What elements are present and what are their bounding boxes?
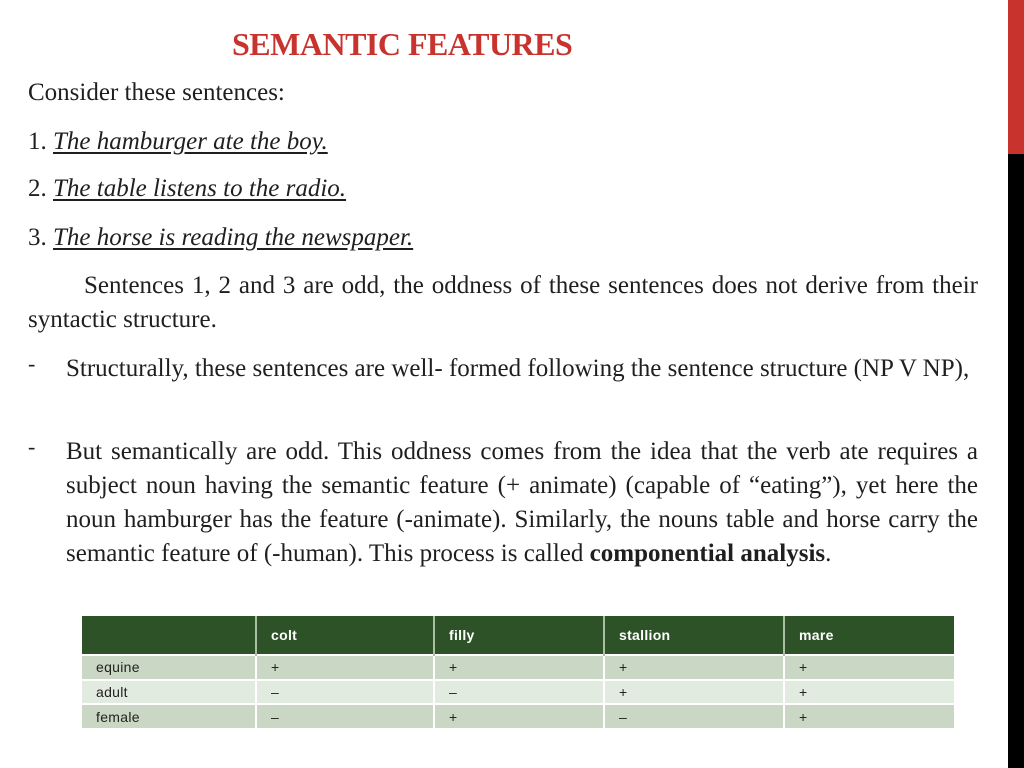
table-cell: +	[784, 704, 954, 728]
table-cell: +	[434, 704, 604, 728]
example-sentence: The hamburger ate the boy.	[53, 128, 328, 155]
example-2	[28, 172, 346, 206]
table-row-label: adult	[82, 680, 256, 705]
table-header-cell: filly	[434, 616, 604, 655]
table-cell: –	[434, 680, 604, 705]
body-paragraph: Sentences 1, 2 and 3 are odd, the oddness of these sentences does not derive from their syntactic structure.	[28, 272, 978, 333]
intro-text: Consider these sentences:	[28, 79, 285, 106]
table-row-label: equine	[82, 655, 256, 680]
table-header-cell: stallion	[604, 616, 784, 655]
table-row	[82, 655, 954, 680]
bullet-dash: -	[28, 434, 36, 459]
table-cell: –	[256, 704, 434, 728]
table-row-label: female	[82, 704, 256, 728]
table-cell: +	[434, 655, 604, 680]
page-title: SEMANTIC FEATURES	[232, 26, 573, 62]
table-header-cell: colt	[256, 616, 434, 655]
table-cell: +	[784, 680, 954, 705]
example-number: 3.	[28, 224, 47, 251]
table-cell: –	[604, 704, 784, 728]
table-cell: +	[784, 655, 954, 680]
bullet-text: Structurally, these sentences are well- formed following the sentence structure (NP V NP),	[66, 355, 970, 382]
accent-bar-red	[1008, 0, 1024, 154]
bullet-dash: -	[28, 351, 36, 376]
table-header-row	[82, 616, 954, 655]
bold-term: componential analysis	[589, 540, 826, 567]
table-row	[82, 680, 954, 705]
example-number: 2.	[28, 175, 47, 202]
bullet-item-2	[28, 435, 978, 571]
example-3	[28, 221, 413, 255]
table-cell: +	[604, 655, 784, 680]
bullet-text-after: .	[825, 540, 832, 567]
table-row	[82, 704, 954, 728]
example-1	[28, 125, 328, 159]
bullet-item-1	[28, 352, 978, 386]
example-sentence: The table listens to the radio.	[53, 175, 347, 202]
bullet-text-before: But semantically are odd. This oddness comes from the idea that the verb ate requires a subject noun having the semantic feature (+ animate) (capable of “eating”), yet here the noun hamburger has the feature (-animate). Similarly, the nouns table and horse carry the semantic feature of (-human). This process is called	[66, 438, 978, 567]
accent-bar-black	[1008, 154, 1024, 768]
bullet-text	[66, 435, 978, 571]
feature-table	[82, 616, 954, 728]
example-sentence: The horse is reading the newspaper.	[53, 224, 414, 251]
table-header-cell	[82, 616, 256, 655]
table-cell: –	[256, 680, 434, 705]
table-cell: +	[604, 680, 784, 705]
table-cell: +	[256, 655, 434, 680]
example-number: 1.	[28, 128, 47, 155]
table-header-cell: mare	[784, 616, 954, 655]
